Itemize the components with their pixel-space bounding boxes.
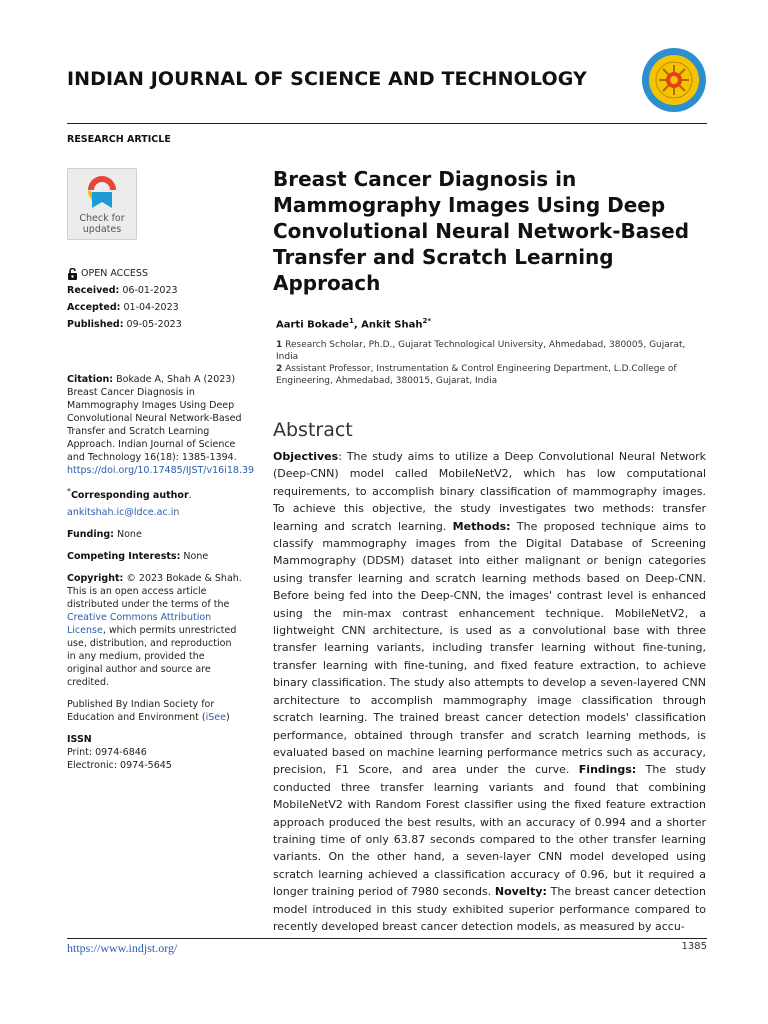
issn-label: ISSN xyxy=(67,734,92,746)
received-date: Received: 06-01-2023 xyxy=(67,285,178,296)
license-link[interactable]: Creative Commons Attribution License xyxy=(67,612,212,637)
article-type: RESEARCH ARTICLE xyxy=(67,134,171,145)
corresponding-email[interactable]: ankitshah.ic@ldce.ac.in xyxy=(67,507,180,519)
journal-url-link[interactable]: https://www.indjst.org/ xyxy=(67,941,178,955)
affiliation-1: 1 Research Scholar, Ph.D., Gujarat Technological University, Ahmedabad, 380005, Gujarat, India xyxy=(276,340,686,362)
isee-link[interactable]: iSee xyxy=(205,712,226,724)
article-info-sidebar xyxy=(67,267,255,772)
check-for-updates-button[interactable] xyxy=(67,168,137,240)
open-access-label: OPEN ACCESS xyxy=(81,268,148,279)
abstract-heading: Abstract xyxy=(273,419,353,441)
funding: Funding: None xyxy=(67,529,142,541)
article-title: Breast Cancer Diagnosis in Mammography Images Using Deep Convolutional Neural Network-Based Transfer and Scratch Learning Approach xyxy=(273,167,690,295)
abstract-body: Objectives: The study aims to utilize a Deep Convolutional Neural Network (Deep-CNN) model called MobileNetV2, which has low computational requirements, to accomplish binary classification of mammography images. To achieve this objective, the study investigates two methods: transfer learning and scratch learning. Methods: The proposed technique aims to classify mammography images from the Digital Database of Screening Mammography (DDSM) dataset into either malignant or benign categories using transfer learning and scratch learning methods based on Deep-CNN. Before being fed into the Deep-CNN, the images' contrast level is enhanced using the min-max contrast enhancement technique. MobileNetV2, a lightweight CNN architecture, is used as a convolutional base with three transfer learning variants, including transfer learning without fine-tuning, transfer learning with fine-tuning, and fixed feature extraction, to achieve binary classification. The study also attempts to develop a seven-layered CNN architecture to accomplish mammography image classification through scratch learning. The trained breast cancer detection models' classification performance, obtained through transfer and scratch learning methods, is evaluated based on machine learning performance metrics such as accuracy, precision, F1 Score, and area under the curve. Findings: The study conducted three transfer learning variants and found that combining MobileNetV2 with Random Forest classifier using the fixed feature extraction approach produced the best results, with an accuracy of 0.994 and a shorter training time of only 63.87 seconds compared to the other transfer learning variants. On the other hand, a seven-layer CNN model developed using scratch learning achieved a classification accuracy of 0.96, but it required a longer training period of 7980 seconds. Novelty: The breast cancer detection model introduced in this study exhibited superior performance compared to recently developed breast cancer detection models, as measured by accu- xyxy=(273,450,707,933)
page-number: 1385 xyxy=(681,941,707,952)
footer-rule xyxy=(67,938,707,939)
affiliations xyxy=(276,339,706,387)
publisher: Published By Indian Society for Education and Environment (iSee) xyxy=(67,699,230,724)
header-rule xyxy=(67,123,707,124)
affiliation-2: 2 Assistant Professor, Instrumentation & Control Engineering Department, L.D.College of Engineering, Ahmedabad, 380015, Gujarat, India xyxy=(276,364,677,386)
open-access-badge xyxy=(67,267,242,280)
competing-interests: Competing Interests: None xyxy=(67,551,209,563)
journal-title: INDIAN JOURNAL OF SCIENCE AND TECHNOLOGY xyxy=(67,68,587,90)
accepted-date: Accepted: 01-04-2023 xyxy=(67,302,179,313)
author-list: Aarti Bokade$^1$, Ankit Shah$^{2*}$ xyxy=(276,317,432,331)
issn-print: Print: 0974-6846 xyxy=(67,747,147,759)
copyright: Copyright: © 2023 Bokade & Shah. This is an open access article distributed under the terms of the Creative Commons Attribution License, which permits unrestricted use, distribution, and reproduction in any medium, provided the original author and source are credited. xyxy=(67,573,242,689)
corresponding-author: *Corresponding author. xyxy=(67,487,192,502)
issn-electronic: Electronic: 0974-5645 xyxy=(67,760,172,772)
check-for-updates-icon xyxy=(86,174,118,210)
doi-link[interactable]: https://doi.org/10.17485/IJST/v16i18.39 xyxy=(67,465,255,476)
journal-logo-icon xyxy=(641,47,707,113)
open-lock-icon xyxy=(67,268,78,280)
citation: Citation: Bokade A, Shah A (2023) Breast Cancer Diagnosis in Mammography Images Using Deep Convolutional Neural Network-Based Transfer and Scratch Learning Approach. Indian Journal of Science and Technology 16(18): 1385-1394. https://doi.org/10.17485/IJST/v16i18.39 xyxy=(67,374,255,476)
published-date: Published: 09-05-2023 xyxy=(67,319,182,330)
check-for-updates-label: Check for updates xyxy=(79,213,125,235)
